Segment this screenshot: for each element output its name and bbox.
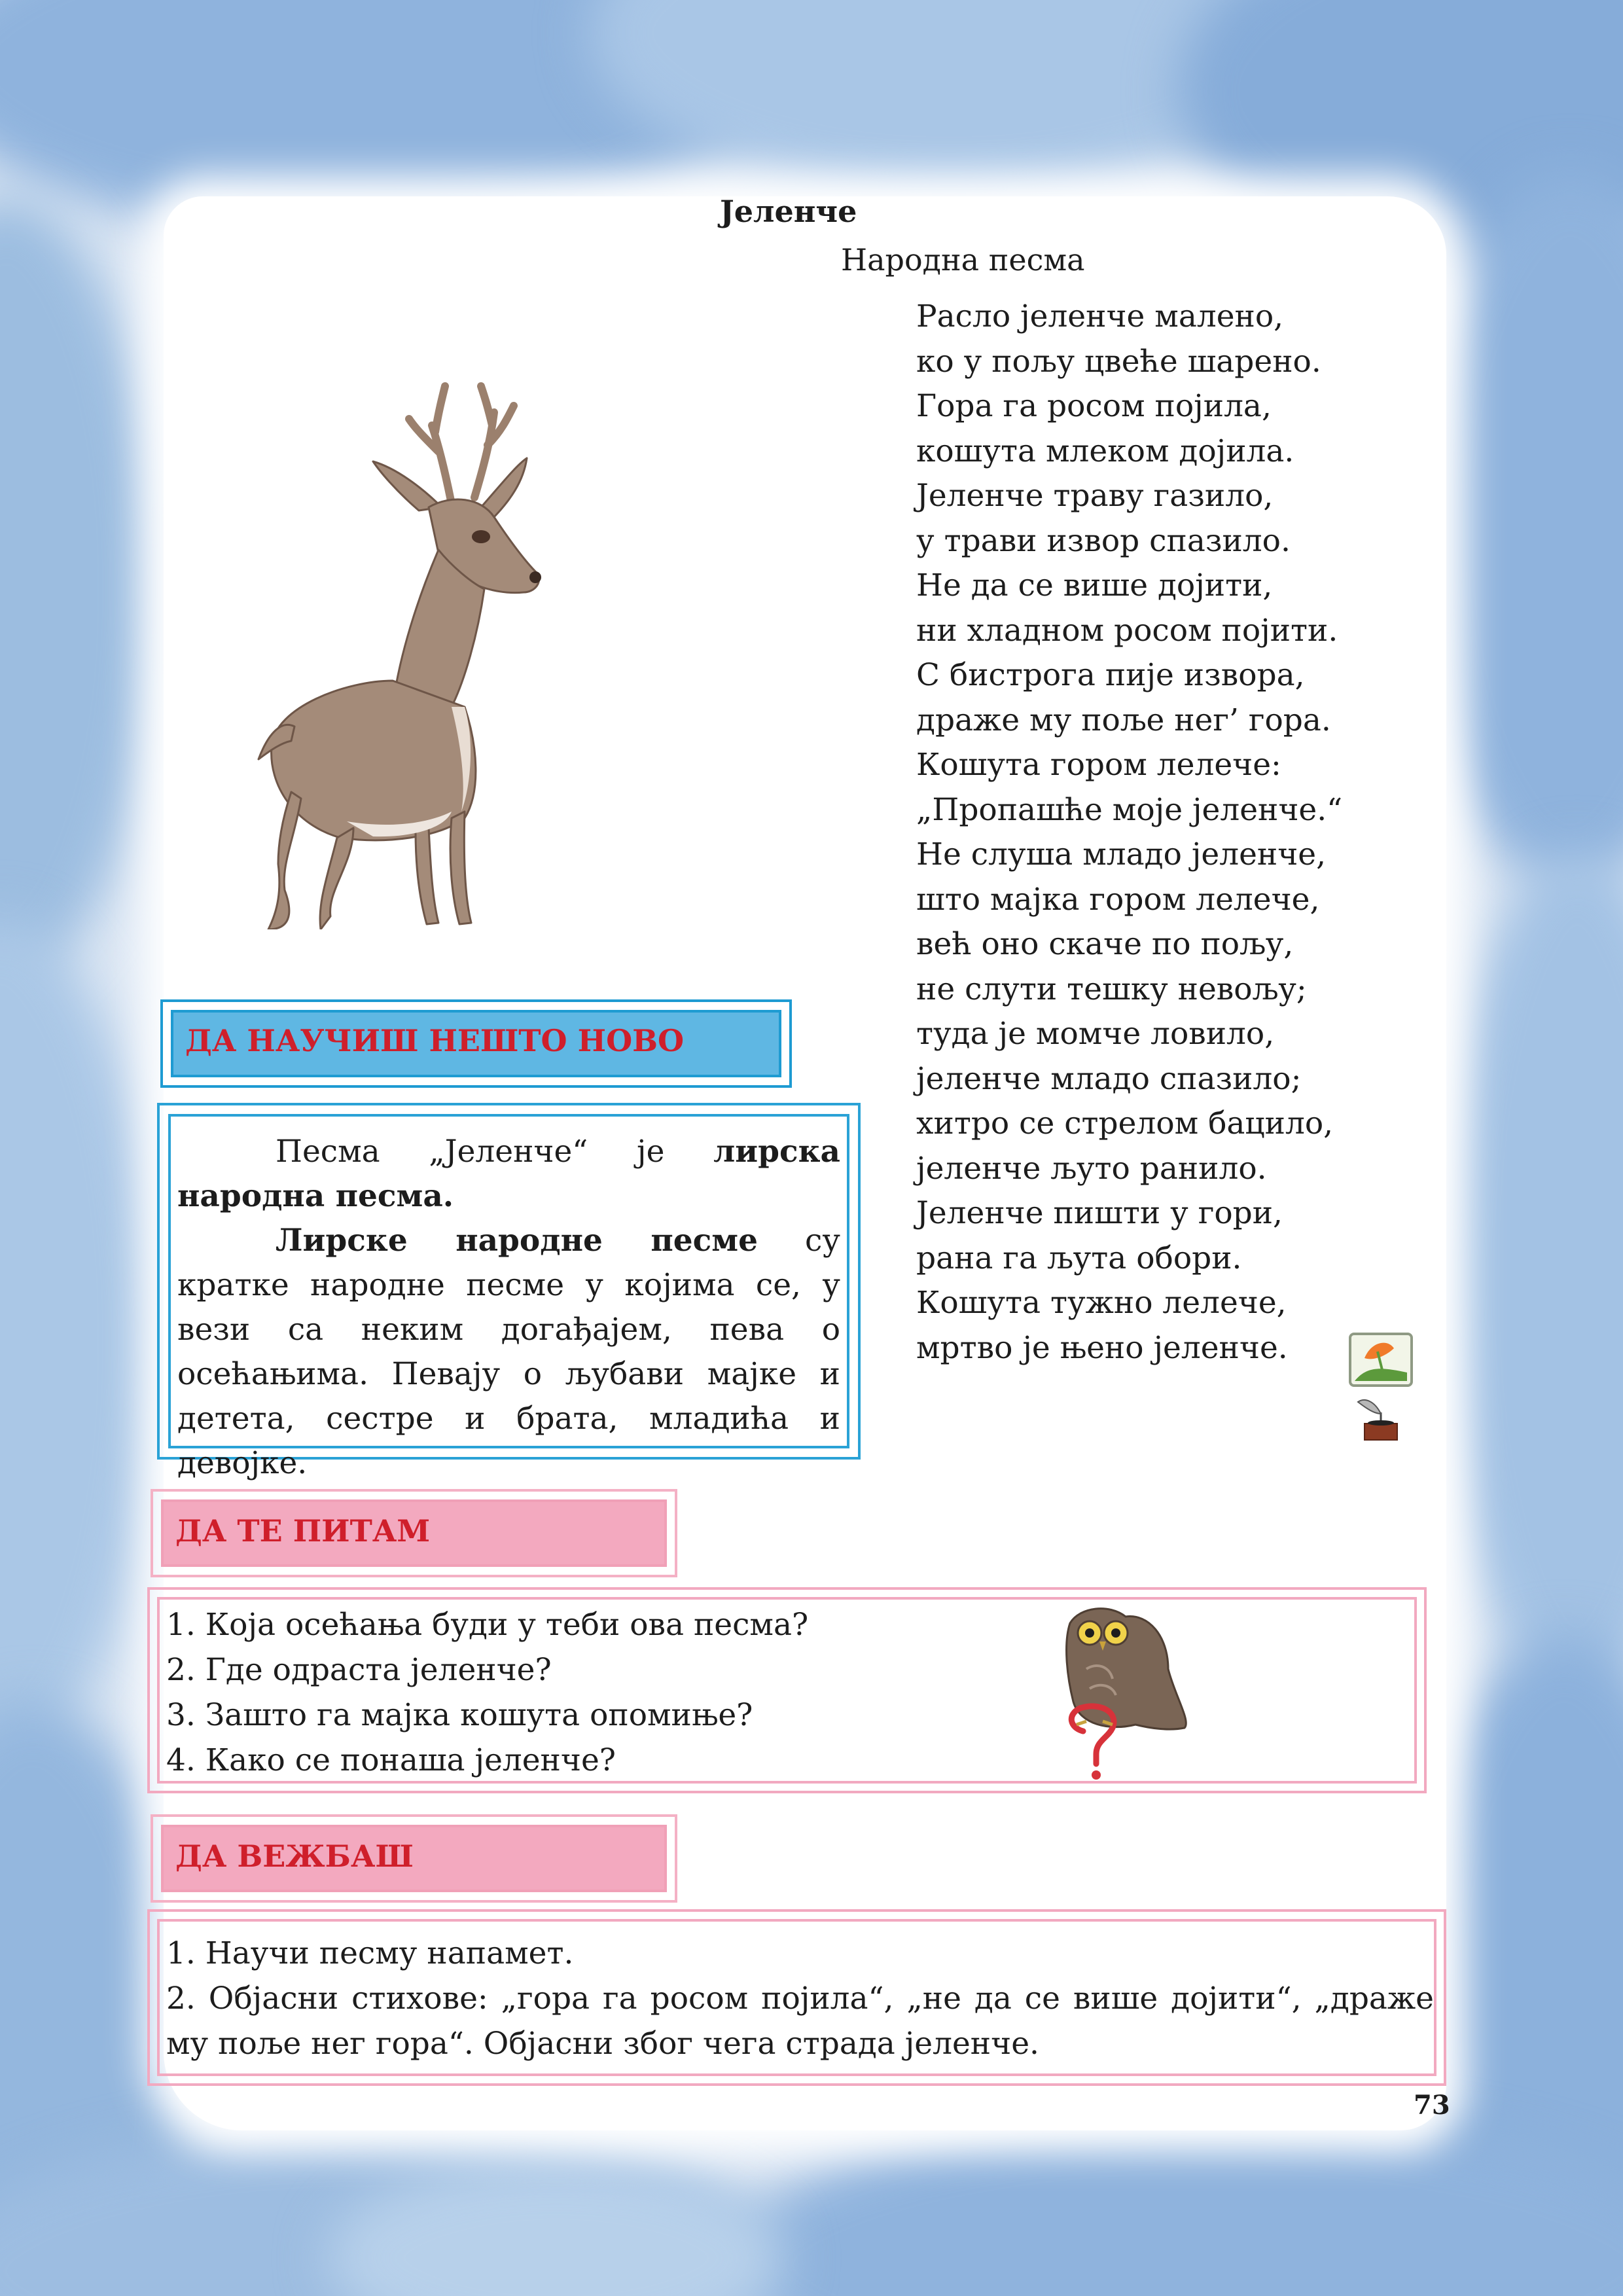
learn-info-content bbox=[168, 1114, 849, 1481]
poem-verse: Кошута гором лелече: bbox=[916, 747, 1281, 783]
question-item: 3. Зашто га мајка кошута опомиње? bbox=[166, 1697, 753, 1733]
questions-list bbox=[157, 1597, 1417, 1784]
poem-verse: „Пропашће моје јеленче.“ bbox=[916, 791, 1343, 828]
poem-verse: ни хладном росом појити. bbox=[916, 612, 1338, 649]
questions-section-header bbox=[151, 1489, 677, 1577]
picture-icon bbox=[1348, 1332, 1414, 1388]
poem-verse: Јеленче траву газило, bbox=[916, 478, 1274, 514]
practice-header-bar bbox=[161, 1825, 667, 1892]
poem-verse: рана га љута обори. bbox=[916, 1240, 1242, 1276]
poem-verse: кошута млеком дојила. bbox=[916, 433, 1294, 469]
poem-verse: Гора га росом појила, bbox=[916, 388, 1272, 424]
poem-verse: Расло јеленче малено, bbox=[916, 298, 1284, 334]
poem-verse: не слути тешку невољу; bbox=[916, 971, 1307, 1007]
poem-verse: јеленче љуто ранило. bbox=[916, 1150, 1267, 1187]
poem-verse: драже му поље нег’ гора. bbox=[916, 702, 1331, 738]
practice-section-header bbox=[151, 1814, 677, 1903]
practice-list bbox=[157, 1919, 1436, 2076]
learn-heading: ДА НАУЧИШ НЕШТО НОВО bbox=[185, 1023, 685, 1058]
questions-heading: ДА ТЕ ПИТАМ bbox=[175, 1513, 431, 1549]
poem-title: Јеленче bbox=[720, 194, 857, 229]
question-item: 1. Која осећања буди у теби ова песма? bbox=[166, 1607, 809, 1643]
deer-illustration bbox=[255, 340, 825, 929]
poem-text bbox=[916, 295, 1453, 1371]
poem-verse: С бистрога пије извора, bbox=[916, 657, 1305, 693]
poem-subtitle: Народна песма bbox=[841, 242, 1085, 278]
learn-header-bar bbox=[171, 1010, 781, 1077]
poem-verse: мртво је њено јеленче. bbox=[916, 1329, 1288, 1366]
poem-verse: Не да се више дојити, bbox=[916, 567, 1273, 603]
poem-verse: Не слуша младо јеленче, bbox=[916, 836, 1327, 872]
question-item: 2. Где одраста јеленче? bbox=[166, 1652, 552, 1688]
poem-verse: што мајка гором лелече, bbox=[916, 881, 1320, 918]
question-item: 4. Како се понаша јеленче? bbox=[166, 1742, 616, 1778]
poem-verse: ко у пољу цвеће шарено. bbox=[916, 343, 1321, 380]
poem-verse: Јеленче пишти у гори, bbox=[916, 1195, 1283, 1231]
owl-icon bbox=[1050, 1597, 1198, 1787]
practice-item: 2. Објасни стихове: „гора га росом појила“, „не да се више дојити“, „драже му поље нег гора“. Објасни због чега страда јеленче. bbox=[166, 1981, 1434, 2062]
poem-verse: већ оно скаче по пољу, bbox=[916, 926, 1294, 962]
poem-verse: у трави извор спазило. bbox=[916, 522, 1291, 559]
page-number: 73 bbox=[1414, 2090, 1450, 2121]
learn-info-box bbox=[157, 1103, 861, 1481]
learn-section-header bbox=[160, 999, 792, 1088]
poem-verse: туда је момче ловило, bbox=[916, 1016, 1275, 1052]
learn-paragraph-1 bbox=[177, 1130, 840, 1219]
gramophone-icon bbox=[1355, 1394, 1407, 1443]
questions-box bbox=[147, 1587, 1427, 1793]
learn-bold-term: Лирске народне песме bbox=[276, 1223, 758, 1259]
practice-box bbox=[147, 1909, 1446, 2086]
questions-header-bar bbox=[161, 1499, 667, 1567]
poem-verse: Кошута тужно лелече, bbox=[916, 1285, 1287, 1321]
learn-text: су кратке народне песме у којима се, у вези са неким догађајем, пева о осећањима. Певају о љубави мајке и детета, сестре и брата, младића и девојке. bbox=[177, 1223, 840, 1481]
learn-bold-term: лирска народна песма. bbox=[177, 1134, 840, 1214]
practice-heading: ДА ВЕЖБАШ bbox=[175, 1839, 414, 1874]
poem-verse: јеленче младо спазило; bbox=[916, 1060, 1302, 1097]
practice-item: 1. Научи песму напамет. bbox=[166, 1935, 574, 1971]
poem-verse: хитро се стрелом бацило, bbox=[916, 1105, 1334, 1141]
learn-text: Песма „Јеленче“ је bbox=[276, 1134, 714, 1170]
learn-paragraph-2 bbox=[177, 1219, 840, 1486]
